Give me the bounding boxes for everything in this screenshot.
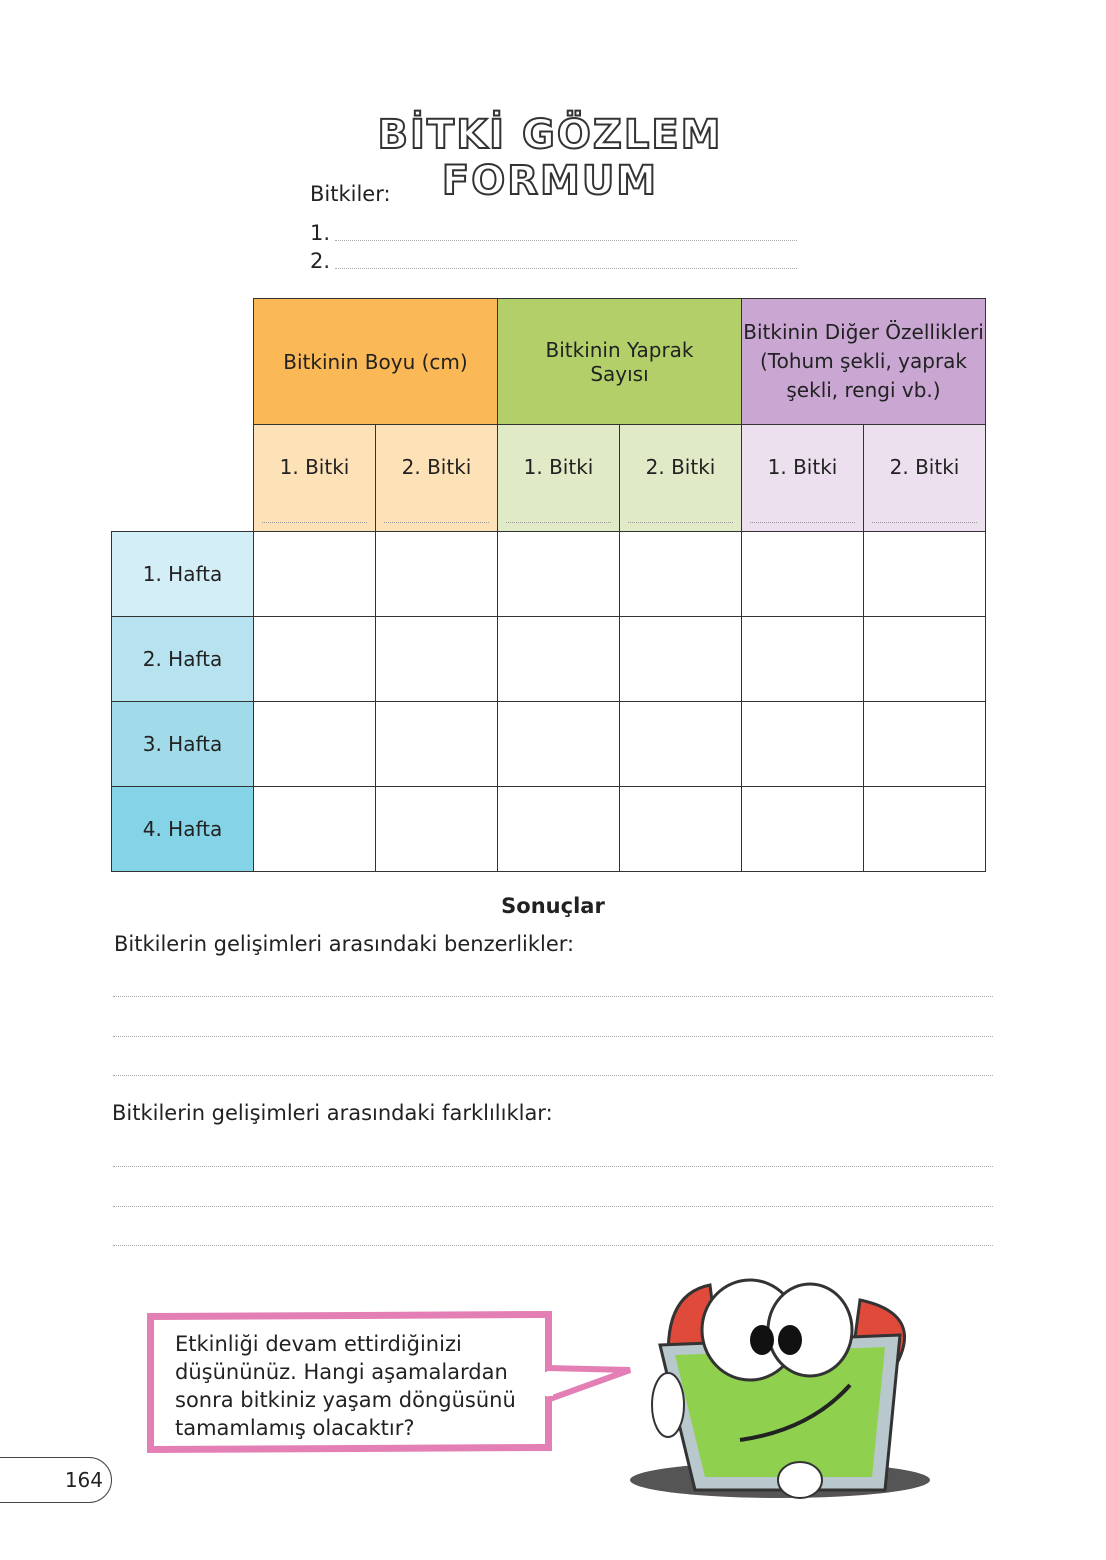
similarities-line-2[interactable] [113,1036,993,1037]
mascot-illustration [600,1255,960,1510]
week-label: 1. Hafta [112,532,254,617]
subheader-label: 2. Bitki [401,455,472,479]
subheader-label: 2. Bitki [889,455,960,479]
week-label: 2. Hafta [112,617,254,702]
header-other-features: Bitkinin Diğer Özellikleri (Tohum şekli, yaprak şekli, rengi vb.) [742,299,986,425]
observation-cell[interactable] [498,787,620,872]
differences-line-1[interactable] [113,1166,993,1167]
subheader-label: 1. Bitki [279,455,350,479]
plant-2-line[interactable] [335,268,797,269]
observation-cell[interactable] [376,787,498,872]
observation-cell[interactable] [254,617,376,702]
observation-cell[interactable] [620,702,742,787]
observation-cell[interactable] [254,532,376,617]
table-row [112,787,986,872]
week-label: 4. Hafta [112,787,254,872]
observation-cell[interactable] [620,617,742,702]
plant-1-number: 1. [310,221,331,245]
similarities-line-1[interactable] [113,996,993,997]
observation-cell[interactable] [864,702,986,787]
table-row [112,617,986,702]
subheader-label: 1. Bitki [767,455,838,479]
plants-label: Bitkiler: [310,182,391,206]
observation-cell[interactable] [620,532,742,617]
page-title: BİTKİ GÖZLEM FORMUM [377,112,723,204]
header-leaf-count: Bitkinin Yaprak Sayısı [498,299,742,425]
observation-cell[interactable] [254,702,376,787]
subheader-dotted-line[interactable] [506,522,611,523]
corner-empty [112,299,254,425]
subheader-dotted-line[interactable] [628,522,733,523]
observation-cell[interactable] [620,787,742,872]
speech-bubble-text: Etkinliği devam ettirdiğinizi düşününüz. Hangi aşamalardan sonra bitkiniz yaşam döngüsünü tamamlamış olacaktır? [175,1332,516,1440]
observation-cell[interactable] [254,787,376,872]
observation-cell[interactable] [498,532,620,617]
observation-cell[interactable] [742,787,864,872]
corner-empty [112,425,254,532]
observation-cell[interactable] [376,532,498,617]
observation-cell[interactable] [864,617,986,702]
subheader-plant [742,425,864,532]
results-heading: Sonuçlar [501,894,605,918]
subheader-dotted-line[interactable] [872,522,977,523]
subheader-label: 1. Bitki [523,455,594,479]
observation-cell[interactable] [742,702,864,787]
differences-label: Bitkilerin gelişimleri arasındaki farklılıklar: [112,1101,553,1125]
table-row [112,532,986,617]
plant-2-number: 2. [310,249,331,273]
subheader-plant [498,425,620,532]
subheader-dotted-line[interactable] [262,522,367,523]
subheader-plant [254,425,376,532]
table-row [112,702,986,787]
subheader-plant [620,425,742,532]
subheader-dotted-line[interactable] [750,522,855,523]
observation-table [111,298,986,872]
header-height: Bitkinin Boyu (cm) [254,299,498,425]
subheader-plant [864,425,986,532]
subheader-plant [376,425,498,532]
similarities-line-3[interactable] [113,1075,993,1076]
page-number: 164 [0,1457,112,1503]
similarities-label: Bitkilerin gelişimleri arasındaki benzerlikler: [114,932,575,956]
observation-cell[interactable] [864,532,986,617]
differences-line-2[interactable] [113,1206,993,1207]
observation-cell[interactable] [376,702,498,787]
observation-cell[interactable] [498,617,620,702]
subheader-label: 2. Bitki [645,455,716,479]
observation-cell[interactable] [864,787,986,872]
subheader-dotted-line[interactable] [384,522,489,523]
week-label: 3. Hafta [112,702,254,787]
plant-1-line[interactable] [335,240,797,241]
observation-cell[interactable] [498,702,620,787]
differences-line-3[interactable] [113,1245,993,1246]
observation-cell[interactable] [376,617,498,702]
observation-cell[interactable] [742,532,864,617]
observation-cell[interactable] [742,617,864,702]
